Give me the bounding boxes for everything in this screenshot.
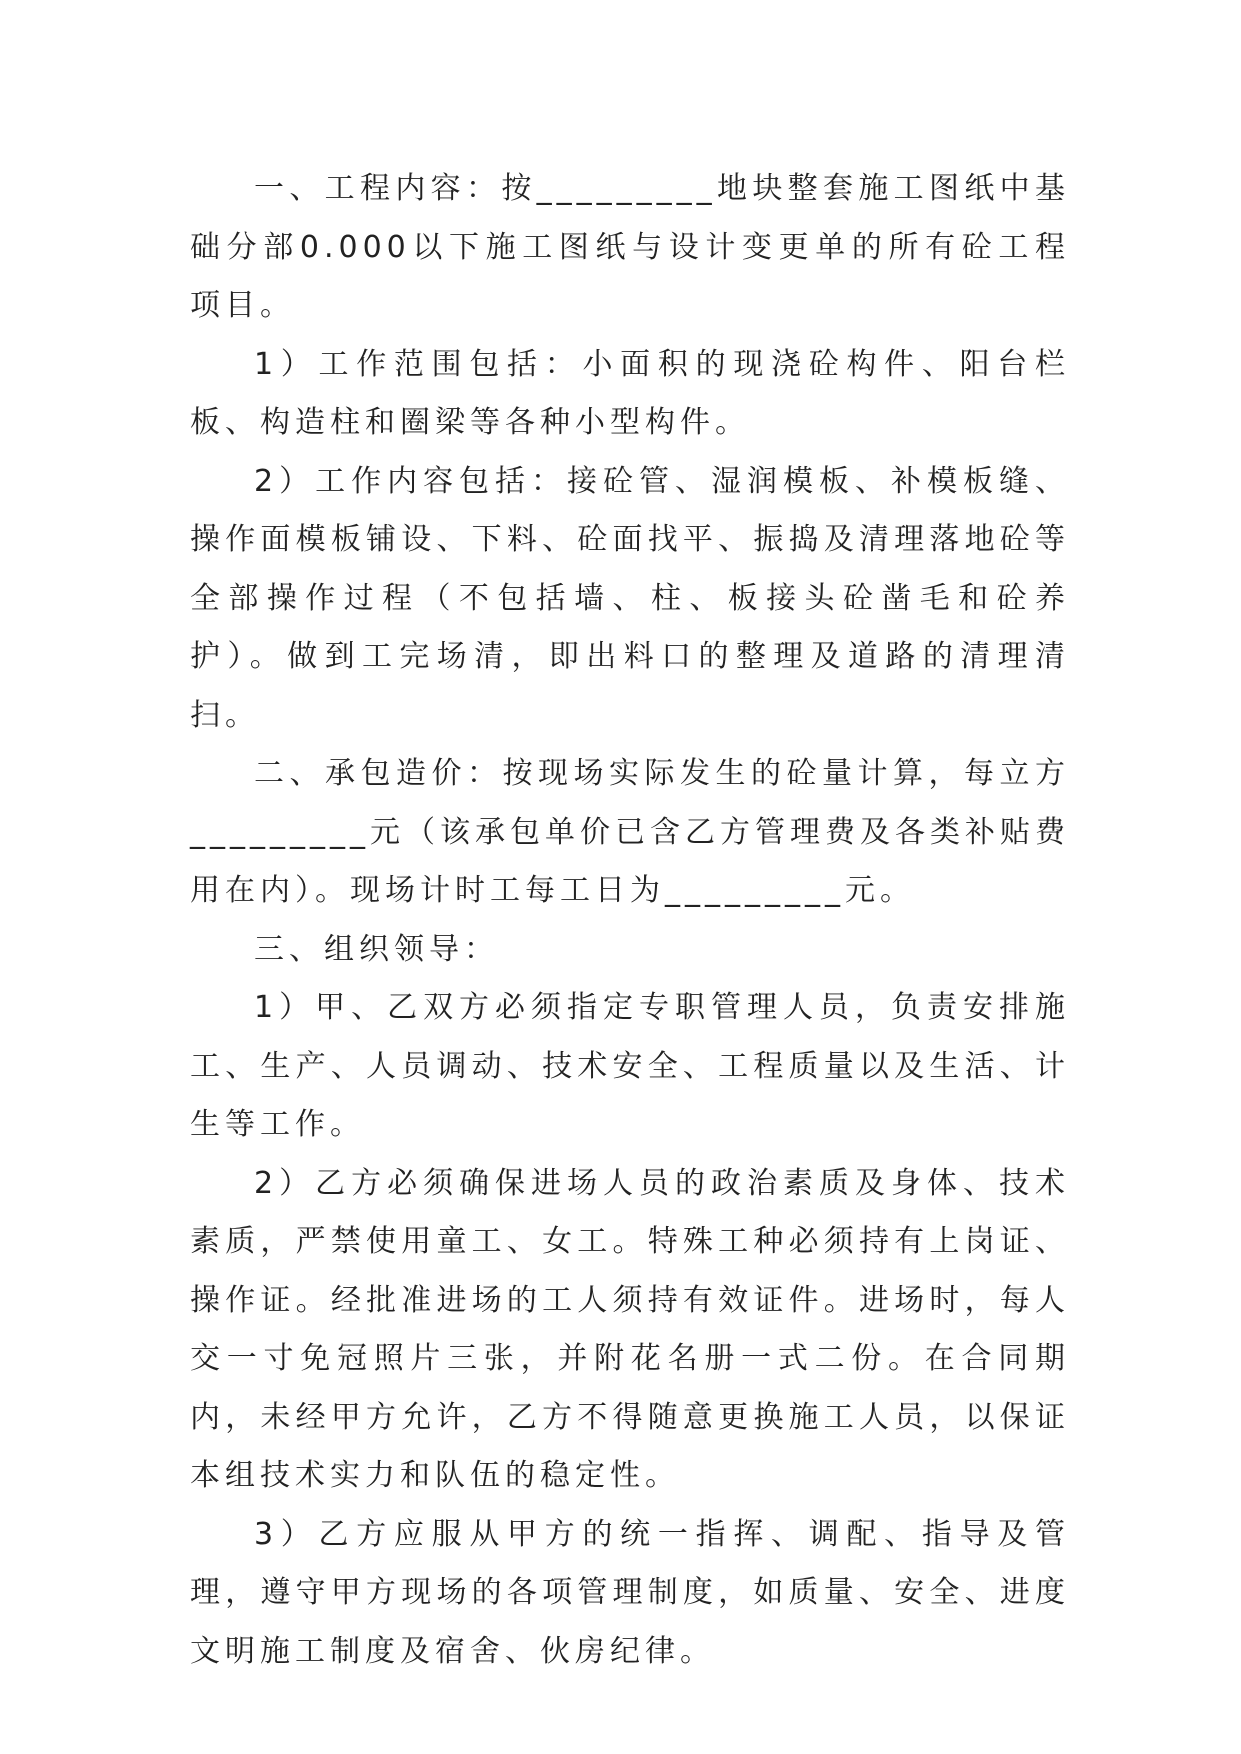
- paragraph-management-staff: 1）甲、乙双方必须指定专职管理人员，负责安排施工、生产、人员调动、技术安全、工程质量以及生活、计生等工作。: [190, 990, 1070, 1142]
- document-body: [190, 160, 1070, 1681]
- paragraph-organization-heading: 三、组织领导：: [254, 931, 499, 967]
- paragraph-work-content: 2）工作内容包括：接砼管、湿润模板、补模板缝、操作面模板铺设、下料、砼面找平、振捣及清理落地砼等全部操作过程（不包括墙、柱、板接头砼凿毛和砼养护）。做到工完场清，即出料口的整理及道路的清理清扫。: [190, 463, 1070, 733]
- paragraph-work-scope: 1）工作范围包括：小面积的现浇砼构件、阳台栏板、构造柱和圈梁等各种小型构件。: [190, 346, 1070, 440]
- paragraph-personnel-quality: 2）乙方必须确保进场人员的政治素质及身体、技术素质，严禁使用童工、女工。特殊工种必须持有上岗证、操作证。经批准进场的工人须持有效证件。进场时，每人交一寸免冠照片三张，并附花名册一式二份。在合同期内，未经甲方允许，乙方不得随意更换施工人员，以保证本组技术实力和队伍的稳定性。: [190, 1165, 1070, 1493]
- paragraph-project-content: 一、工程内容：按_________地块整套施工图纸中基础分部0.000以下施工图纸与设计变更单的所有砼工程项目。: [190, 171, 1070, 323]
- paragraph-obey-management: 3）乙方应服从甲方的统一指挥、调配、指导及管理，遵守甲方现场的各项管理制度，如质量、安全、进度文明施工制度及宿舍、伙房纪律。: [190, 1516, 1070, 1669]
- paragraph-contract-price: 二、承包造价：按现场实际发生的砼量计算，每立方_________元（该承包单价已含乙方管理费及各类补贴费用在内）。现场计时工每工日为_________元。: [190, 756, 1070, 908]
